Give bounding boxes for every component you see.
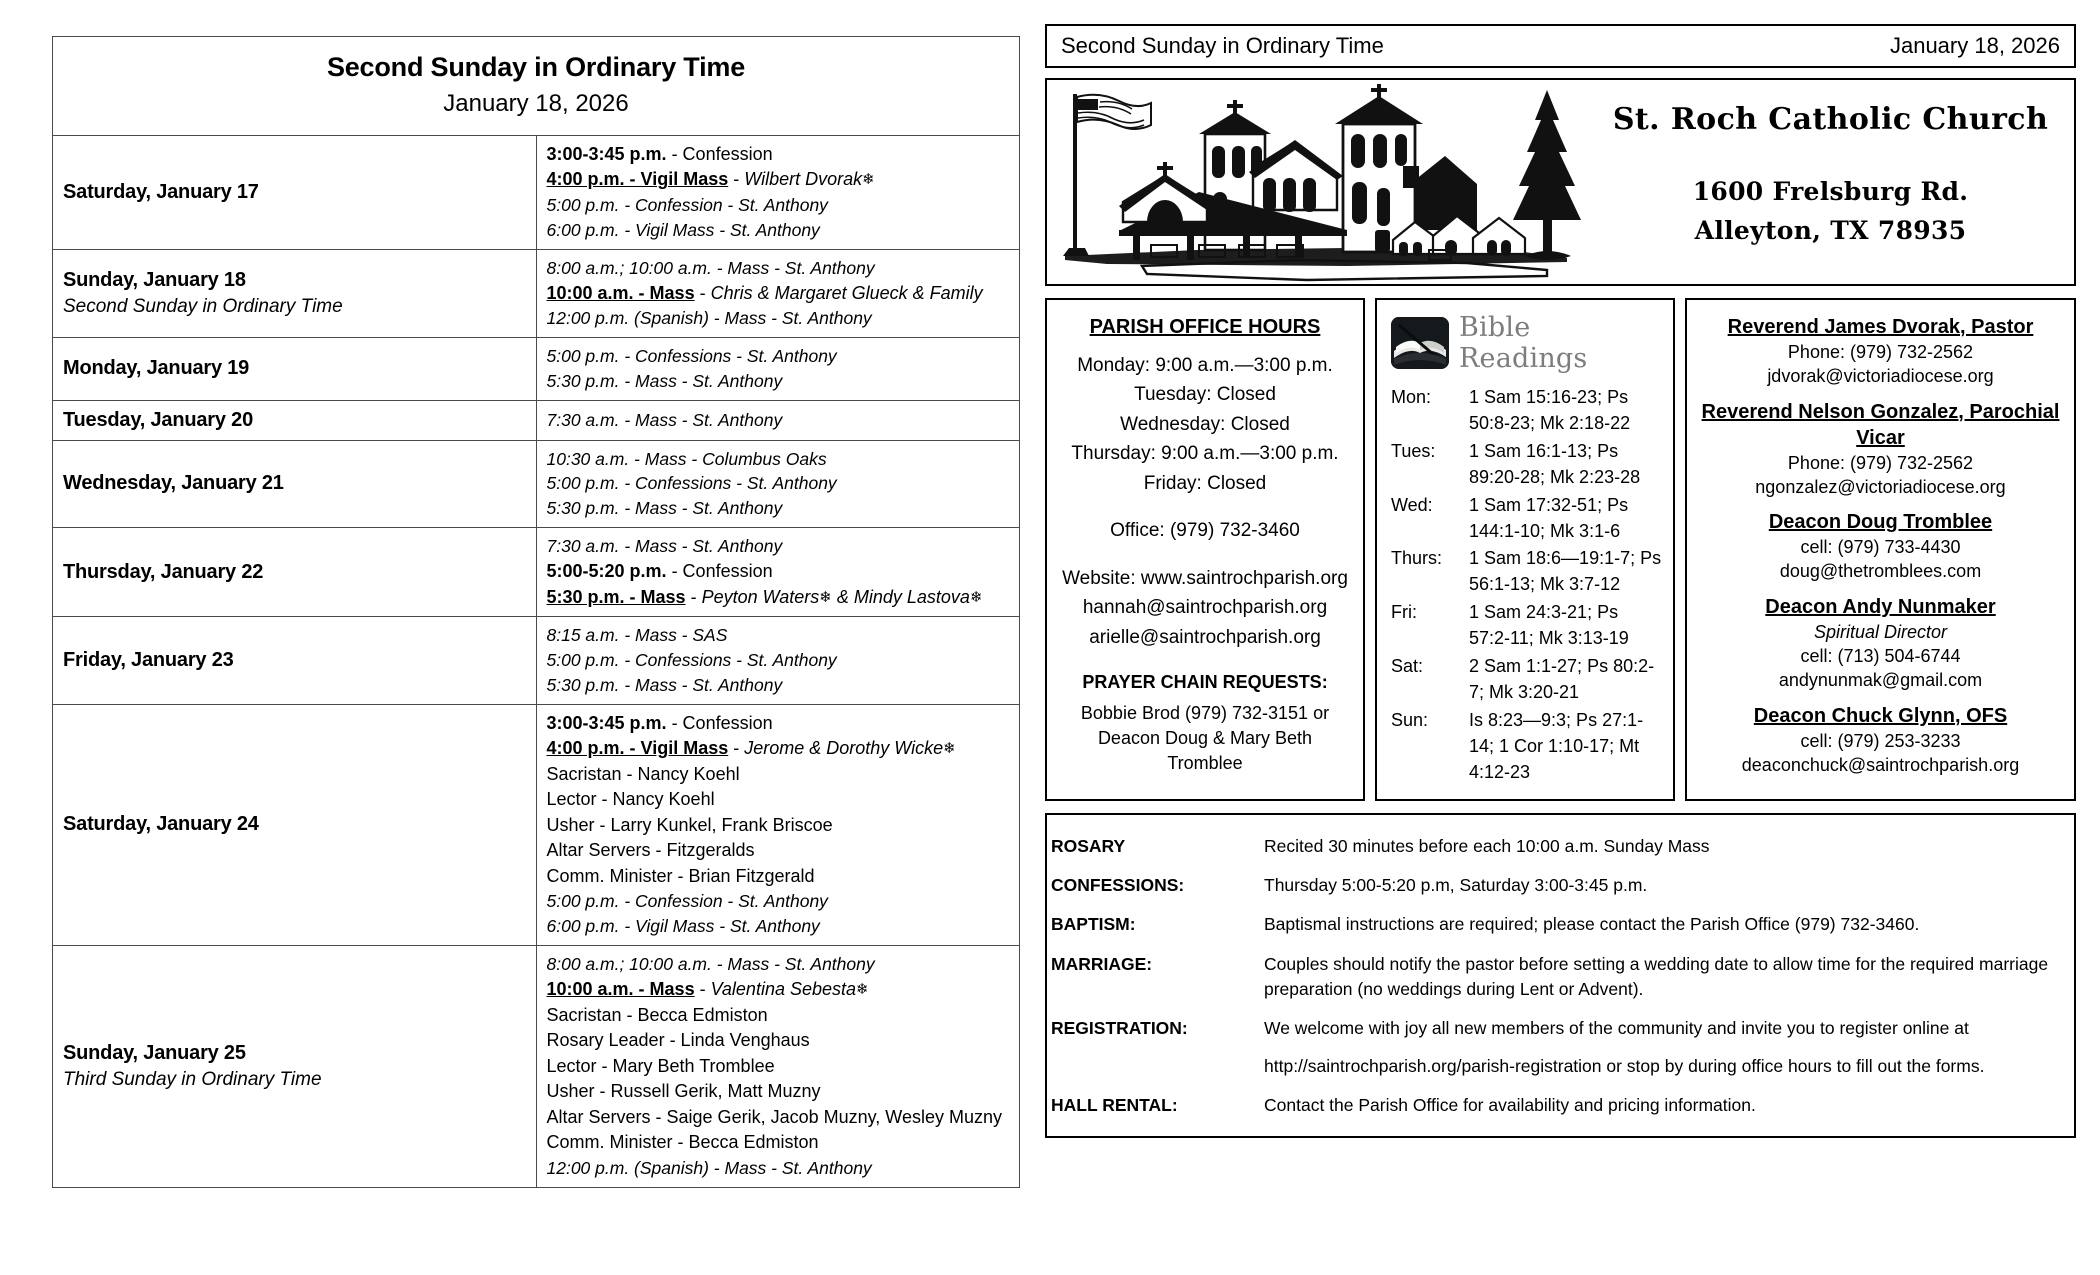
schedule-event: 5:30 p.m. - Mass - St. Anthony [546, 370, 783, 391]
sacrament-row [1047, 945, 2074, 1010]
bible-reading-reference: 1 Sam 18:6—19:1-7; Ps 56:1-13; Mk 3:7-12 [1469, 548, 1662, 595]
schedule-day-name: Monday, January 19 [63, 357, 250, 380]
schedule-header-cell [53, 37, 1020, 136]
clergy-contact-line[interactable]: Phone: (979) 732-2562 [1787, 452, 1974, 473]
prayer-chain-entry: Tromblee [1167, 753, 1243, 774]
schedule-day-name: Wednesday, January 21 [63, 472, 284, 495]
schedule-event: Altar Servers - Fitzgeralds [546, 840, 755, 861]
schedule-event: Rosary Leader - Linda Venghaus [546, 1030, 810, 1051]
office-contact-entry[interactable]: arielle@saintrochparish.org [1089, 626, 1321, 648]
banner-date-label: January 18, 2026 [1889, 33, 2060, 58]
sacrament-label: REGISTRATION: [1051, 1018, 1188, 1039]
schedule-day-cell [53, 704, 537, 946]
bible-reading-day: Thurs: [1391, 548, 1443, 569]
bible-reading-reference: 1 Sam 15:16-23; Ps 50:8-23; Mk 2:18-22 [1469, 387, 1631, 433]
office-contact-entry[interactable]: hannah@saintrochparish.org [1082, 597, 1328, 619]
bible-reading-day: Sun: [1391, 709, 1429, 730]
bible-reading-reference: Is 8:23—9:3; Ps 27:1-14; 1 Cor 1:10-17; Mt 4:12-23 [1469, 709, 1644, 782]
church-address-street: 1600 Frelsburg Rd. [1692, 177, 1969, 206]
clergy-name: Deacon Chuck Glynn, OFS [1753, 704, 2008, 727]
sacrament-description [1260, 866, 2074, 905]
schedule-events-cell [536, 135, 1020, 249]
clergy-contact-line[interactable]: cell: (979) 253-3233 [1800, 730, 1961, 751]
bible-reading-reference: 1 Sam 24:3-21; Ps 57:2-11; Mk 3:13-19 [1469, 602, 1629, 649]
maltese-cross-icon: ❄ [862, 170, 875, 189]
bible-reading-row [1391, 384, 1663, 438]
sacrament-description [1260, 1086, 2074, 1125]
sacrament-label: HALL RENTAL: [1051, 1095, 1178, 1116]
office-hours-entry: Monday: 9:00 a.m.—3:00 p.m. [1077, 355, 1333, 376]
office-hours-entry: Friday: Closed [1143, 472, 1267, 494]
schedule-row [53, 946, 1020, 1188]
schedule-day-cell [53, 135, 537, 249]
schedule-event: 4:00 p.m. - Vigil Mass - Jerome & Dorothy Wicke❄ [546, 738, 956, 759]
sacrament-label: CONFESSIONS: [1051, 874, 1185, 895]
office-hours-entry: Thursday: 9:00 a.m.—3:00 p.m. [1071, 443, 1339, 465]
clergy-contact-line[interactable]: Phone: (979) 732-2562 [1787, 342, 1974, 362]
church-illustration-icon [1047, 80, 1587, 284]
office-contact-entry[interactable]: Website: www.saintrochparish.org [1062, 567, 1348, 589]
schedule-event: 4:00 p.m. - Vigil Mass - Wilbert Dvorak❄ [546, 169, 875, 190]
clergy-name: Reverend Nelson Gonzalez, Parochial Vicar [1701, 400, 2060, 449]
schedule-events-cell [536, 946, 1020, 1188]
clergy-contact-line[interactable]: jdvorak@victoriadiocese.org [1767, 366, 1994, 387]
clergy-name: Deacon Doug Tromblee [1768, 511, 1993, 534]
sacrament-label: BAPTISM: [1051, 914, 1136, 935]
sacrament-description [1260, 1009, 2074, 1086]
sacrament-text-line: Thursday 5:00-5:20 p.m, Saturday 3:00-3:45 p.m. [1264, 874, 1648, 895]
sacraments-table [1047, 827, 2074, 1126]
sacrament-text-line: Recited 30 minutes before each 10:00 a.m. Sunday Mass [1264, 835, 1710, 856]
sacrament-description [1260, 827, 2074, 866]
schedule-row [53, 135, 1020, 249]
clergy-contact-line[interactable]: deaconchuck@saintrochparish.org [1741, 754, 2020, 775]
sacrament-row [1047, 905, 2074, 944]
schedule-row [53, 528, 1020, 617]
bible-reading-day: Fri: [1391, 602, 1417, 623]
parish-masthead [1045, 78, 2076, 286]
sacrament-description [1260, 945, 2074, 1010]
schedule-event: 5:00 p.m. - Confessions - St. Anthony [546, 649, 837, 670]
office-hours-entry: Wednesday: Closed [1120, 413, 1290, 435]
schedule-event: 5:30 p.m. - Mass - St. Anthony [546, 498, 783, 519]
schedule-day-cell [53, 528, 537, 617]
schedule-event: 8:00 a.m.; 10:00 a.m. - Mass - St. Anthony [546, 257, 875, 278]
schedule-header-row [53, 37, 1020, 136]
clergy-entry [1697, 703, 2064, 778]
parish-identity [1587, 80, 2074, 284]
prayer-chain-entry: Deacon Doug & Mary Beth [1097, 728, 1313, 749]
bible-reading-row [1391, 653, 1663, 707]
schedule-events-cell [536, 249, 1020, 337]
bible-readings-box [1375, 298, 1675, 801]
schedule-row [53, 249, 1020, 337]
schedule-day-cell [53, 249, 537, 337]
open-bible-icon [1391, 317, 1449, 369]
maltese-cross-icon: ❄ [943, 739, 956, 758]
clergy-entry [1697, 314, 2064, 389]
schedule-event: 6:00 p.m. - Vigil Mass - St. Anthony [546, 219, 820, 240]
bible-reading-row [1391, 438, 1663, 492]
liturgical-banner [1045, 24, 2076, 68]
schedule-day-cell [53, 337, 537, 400]
banner-season-label: Second Sunday in Ordinary Time [1061, 33, 1384, 58]
schedule-event: 10:00 a.m. - Mass - Chris & Margaret Glueck & Family [546, 282, 983, 303]
maltese-cross-icon: ❄ [819, 587, 832, 606]
sacrament-row [1047, 827, 2074, 866]
schedule-event: 12:00 p.m. (Spanish) - Mass - St. Anthony [546, 308, 872, 329]
schedule-events-cell [536, 617, 1020, 705]
prayer-chain-entry: Bobbie Brod (979) 732-3151 or [1080, 702, 1330, 723]
schedule-event: Usher - Larry Kunkel, Frank Briscoe [546, 814, 833, 835]
bible-reading-reference: 1 Sam 17:32-51; Ps 144:1-10; Mk 3:1-6 [1469, 494, 1629, 541]
schedule-event: Comm. Minister - Brian Fitzgerald [546, 865, 815, 886]
schedule-day-subtitle: Third Sunday in Ordinary Time [63, 1069, 322, 1091]
sacrament-label: MARRIAGE: [1051, 953, 1153, 974]
schedule-event: Lector - Mary Beth Tromblee [546, 1055, 775, 1076]
bible-reading-row [1391, 707, 1663, 787]
bible-reading-row [1391, 545, 1663, 599]
schedule-event: Comm. Minister - Becca Edmiston [546, 1132, 819, 1153]
schedule-row [53, 617, 1020, 705]
schedule-event: 7:30 a.m. - Mass - St. Anthony [546, 536, 783, 557]
clergy-contact-line[interactable]: doug@thetromblees.com [1779, 561, 1982, 582]
schedule-row [53, 400, 1020, 440]
schedule-event: Usher - Russell Gerik, Matt Muzny [546, 1081, 821, 1102]
schedule-row [53, 440, 1020, 528]
schedule-day-name: Thursday, January 22 [63, 560, 264, 583]
bible-reading-row [1391, 599, 1663, 653]
schedule-event: 7:30 a.m. - Mass - St. Anthony [546, 409, 783, 430]
church-name: St. Roch Catholic Church [1612, 102, 2049, 137]
schedule-event: 8:00 a.m.; 10:00 a.m. - Mass - St. Anthony [546, 954, 875, 975]
schedule-panel [0, 0, 1045, 1275]
schedule-day-subtitle: Second Sunday in Ordinary Time [63, 296, 343, 318]
bible-readings-table [1391, 384, 1663, 787]
sacrament-row [1047, 1086, 2074, 1125]
office-contacts-list [1057, 564, 1353, 652]
sacraments-info-box [1045, 813, 2076, 1138]
schedule-event: Sacristan - Becca Edmiston [546, 1004, 768, 1025]
clergy-contact-line[interactable]: cell: (713) 504-6744 [1800, 646, 1961, 667]
bible-reading-day: Tues: [1391, 440, 1436, 461]
bible-readings-header [1391, 312, 1663, 374]
clergy-entry [1697, 399, 2064, 500]
clergy-contact-line[interactable]: andynunmak@gmail.com [1778, 670, 1983, 691]
schedule-events-cell [536, 440, 1020, 528]
schedule-date: January 18, 2026 [443, 89, 629, 117]
schedule-events-cell [536, 528, 1020, 617]
schedule-event: 10:30 a.m. - Mass - Columbus Oaks [546, 448, 827, 469]
sacrament-text-line: We welcome with joy all new members of the community and invite you to register online at [1264, 1018, 1969, 1039]
clergy-contacts-box [1685, 298, 2076, 801]
sacrament-row [1047, 866, 2074, 905]
mass-schedule-table [52, 36, 1020, 1188]
bible-reading-reference: 1 Sam 16:1-13; Ps 89:20-28; Mk 2:23-28 [1469, 440, 1641, 487]
clergy-entry [1697, 509, 2064, 584]
info-columns [1045, 298, 2076, 801]
schedule-day-name: Saturday, January 17 [63, 180, 259, 203]
sacrament-text-line: Baptismal instructions are required; please contact the Parish Office (979) 732-3460. [1264, 914, 1920, 935]
schedule-event: 5:00 p.m. - Confessions - St. Anthony [546, 345, 837, 366]
maltese-cross-icon: ❄ [969, 587, 983, 606]
schedule-event: 5:00 p.m. - Confession - St. Anthony [546, 195, 828, 216]
office-hours-title: PARISH OFFICE HOURS [1089, 316, 1321, 338]
prayer-chain-title: PRAYER CHAIN REQUESTS: [1082, 671, 1328, 692]
bible-reading-day: Wed: [1391, 494, 1433, 515]
office-hours-list [1057, 351, 1353, 498]
schedule-event: 12:00 p.m. (Spanish) - Mass - St. Anthony [546, 1157, 872, 1178]
sacrament-text-line: http://saintrochparish.org/parish-registration or stop by during office hours to fill out the forms. [1264, 1055, 1985, 1076]
bible-reading-day: Sat: [1391, 656, 1424, 677]
schedule-day-name: Saturday, January 24 [63, 813, 259, 836]
sacrament-description [1260, 905, 2074, 944]
bible-readings-title: Bible Readings [1459, 312, 1588, 374]
sacrament-label: ROSARY [1051, 835, 1126, 856]
schedule-event: Altar Servers - Saige Gerik, Jacob Muzny, Wesley Muzny [546, 1106, 1002, 1127]
schedule-day-name: Sunday, January 25 [63, 1042, 246, 1065]
schedule-events-cell [536, 704, 1020, 946]
clergy-role: Spiritual Director [1813, 621, 1948, 642]
schedule-day-cell [53, 400, 537, 440]
schedule-event: 5:00 p.m. - Confessions - St. Anthony [546, 473, 837, 494]
schedule-day-cell [53, 617, 537, 705]
schedule-event: 5:00 p.m. - Confession - St. Anthony [546, 891, 828, 912]
office-hours-entry: Tuesday: Closed [1134, 384, 1276, 406]
schedule-day-name: Tuesday, January 20 [63, 408, 253, 431]
prayer-chain-contacts [1057, 701, 1353, 777]
info-panel [1045, 0, 2100, 1275]
clergy-contact-line[interactable]: ngonzalez@victoriadiocese.org [1755, 476, 2006, 497]
schedule-event: 3:00-3:45 p.m. - Confession [546, 143, 773, 164]
schedule-event: 6:00 p.m. - Vigil Mass - St. Anthony [546, 916, 820, 937]
clergy-name: Reverend James Dvorak, Pastor [1727, 316, 2034, 338]
schedule-day-cell [53, 440, 537, 528]
schedule-title: Second Sunday in Ordinary Time [326, 52, 746, 82]
schedule-day-name: Friday, January 23 [63, 648, 234, 671]
schedule-day-name: Sunday, January 18 [63, 269, 246, 292]
sacrament-text-line: Couples should notify the pastor before setting a wedding date to allow time for the required marriage preparation (no weddings during Lent or Advent). [1264, 953, 2049, 1000]
schedule-event: 3:00-3:45 p.m. - Confession [546, 712, 773, 733]
parish-office-hours-box [1045, 298, 1365, 801]
schedule-event: Sacristan - Nancy Koehl [546, 763, 740, 784]
schedule-event: 5:00-5:20 p.m. - Confession [546, 561, 773, 582]
office-phone: Office: (979) 732-3460 [1110, 520, 1300, 542]
schedule-event: 5:30 p.m. - Mass - Peyton Waters❄ & Mindy Lastova❄ [546, 586, 983, 607]
sacrament-row [1047, 1009, 2074, 1086]
clergy-entry [1697, 594, 2064, 693]
schedule-event: 5:30 p.m. - Mass - St. Anthony [546, 674, 783, 695]
bible-reading-row [1391, 492, 1663, 546]
schedule-event: 10:00 a.m. - Mass - Valentina Sebesta❄ [546, 979, 869, 999]
bible-reading-day: Mon: [1391, 387, 1432, 407]
schedule-event: 8:15 a.m. - Mass - SAS [546, 625, 728, 646]
schedule-row [53, 337, 1020, 400]
clergy-contact-line[interactable]: cell: (979) 733-4430 [1800, 537, 1961, 558]
sacrament-text-line: Contact the Parish Office for availability and pricing information. [1264, 1095, 1756, 1116]
clergy-name: Deacon Andy Nunmaker [1765, 595, 1996, 618]
schedule-events-cell [536, 337, 1020, 400]
church-address-city: Alleyton, TX 78935 [1694, 216, 1967, 245]
maltese-cross-icon: ❄ [856, 980, 869, 998]
schedule-row [53, 704, 1020, 946]
bible-reading-reference: 2 Sam 1:1-27; Ps 80:2-7; Mk 3:20-21 [1469, 656, 1655, 702]
schedule-events-cell [536, 400, 1020, 440]
schedule-event: Lector - Nancy Koehl [546, 789, 715, 810]
schedule-day-cell [53, 946, 537, 1188]
